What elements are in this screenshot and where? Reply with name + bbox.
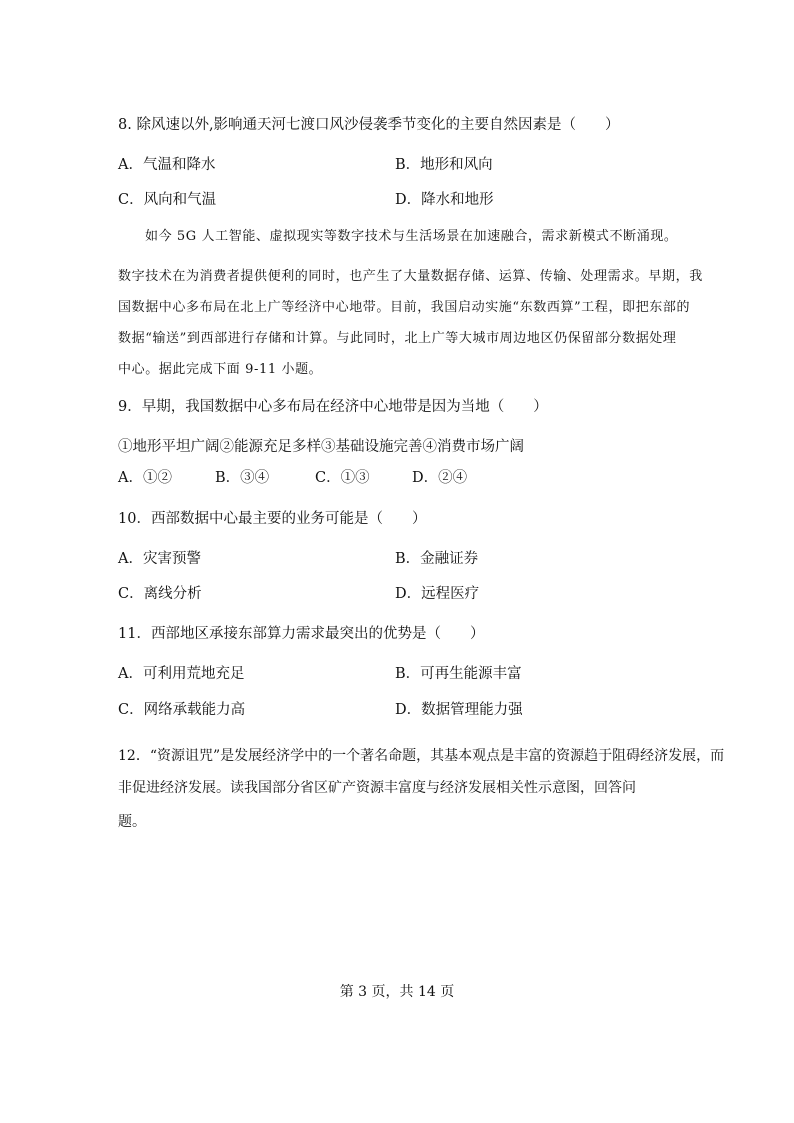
q11-option-d: D．数据管理能力强 bbox=[395, 702, 523, 718]
q8-option-c: C．风向和气温 bbox=[118, 192, 217, 208]
q10-option-c: C．离线分析 bbox=[118, 586, 202, 602]
q10-option-a: A．灾害预警 bbox=[118, 551, 201, 567]
q12-line-1: 12．“资源诅咒”是发展经济学中的一个著名命题，其基本观点是丰富的资源趋于阻碍经济发展，而 bbox=[118, 748, 725, 764]
q8-option-a: A．气温和降水 bbox=[118, 157, 216, 173]
q11-stem: 11．西部地区承接东部算力需求最突出的优势是（ ） bbox=[118, 626, 485, 642]
q9-option-b: B．③④ bbox=[215, 470, 270, 486]
q10-stem: 10．西部数据中心最主要的业务可能是（ ） bbox=[118, 511, 427, 527]
q9-option-d: D．②④ bbox=[412, 470, 468, 486]
q11-option-c: C．网络承载能力高 bbox=[118, 702, 246, 718]
passage-line-5: 中心。据此完成下面 9-11 小题。 bbox=[118, 362, 323, 377]
passage-line-3: 国数据中心多布局在北上广等经济中心地带。目前，我国启动实施“东数西算”工程，即把东部的 bbox=[118, 300, 691, 315]
q9-items: ①地形平坦广阔②能源充足多样③基础设施完善④消费市场广阔 bbox=[118, 439, 524, 455]
page-number: 第 3 页，共 14 页 bbox=[339, 984, 455, 1000]
passage-line-2: 数字技术在为消费者提供便利的同时，也产生了大量数据存储、运算、传输、处理需求。早期，我 bbox=[118, 269, 703, 284]
q10-option-b: B．金融证券 bbox=[395, 551, 479, 567]
q11-option-b: B．可再生能源丰富 bbox=[395, 666, 522, 682]
q8-stem: 8. 除风速以外,影响通天河七渡口风沙侵袭季节变化的主要自然因素是（ ） bbox=[118, 117, 620, 133]
q9-option-c: C．①③ bbox=[315, 470, 370, 486]
q8-option-d: D．降水和地形 bbox=[395, 192, 494, 208]
q10-option-d: D．远程医疗 bbox=[395, 586, 480, 602]
q9-stem: 9．早期，我国数据中心多布局在经济中心地带是因为当地（ ） bbox=[118, 399, 548, 415]
passage-line-4: 数据“输送”到西部进行存储和计算。与此同时，北上广等大城市周边地区仍保留部分数据处理 bbox=[118, 331, 677, 346]
q9-option-a: A．①② bbox=[118, 470, 172, 486]
passage-line-1: 如今 5G 人工智能、虚拟现实等数字技术与生活场景在加速融合，需求新模式不断涌现。 bbox=[145, 229, 678, 244]
q12-line-3: 题。 bbox=[118, 814, 146, 830]
q11-option-a: A．可利用荒地充足 bbox=[118, 666, 245, 682]
q12-line-2: 非促进经济发展。读我国部分省区矿产资源丰富度与经济发展相关性示意图，回答问 bbox=[118, 780, 636, 796]
q8-option-b: B．地形和风向 bbox=[395, 157, 493, 173]
